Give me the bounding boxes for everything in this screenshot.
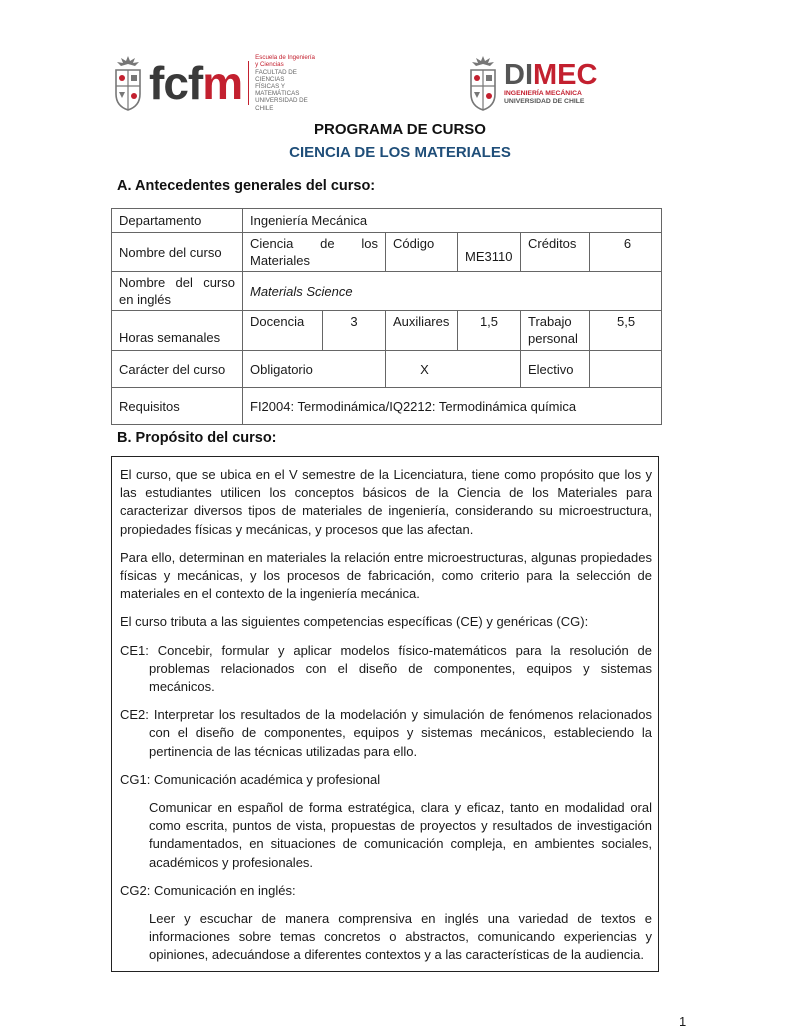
value-nombre-ingles: Materials Science [243, 272, 662, 311]
university-seal-icon [113, 54, 143, 112]
purpose-paragraph-3: El curso tributa a las siguientes competencias específicas (CE) y genéricas (CG): [120, 614, 589, 630]
value-nombre-curso: Ciencia de los Materiales [243, 233, 386, 272]
value-obligatorio: Obligatorio [243, 351, 386, 388]
table-row [112, 351, 662, 388]
table-row [112, 209, 662, 233]
course-info-table [111, 208, 662, 425]
competency-cg1-title: CG1: Comunicación académica y profesional [120, 771, 381, 787]
value-departamento: Ingeniería Mecánica [243, 209, 662, 233]
competency-ce2: CE2: Interpretar los resultados de la modelación y simulación de fenómenos relacionados con el diseño de componentes, equipos y sistemas mecánicos, estableciendo la pertinencia de las técnicas utilizadas para ello. [120, 707, 652, 759]
label-auxiliares: Auxiliares [386, 311, 458, 351]
fcfm-wordmark: fcfm [149, 57, 243, 109]
section-a-heading: A. Antecedentes generales del curso: [117, 178, 376, 194]
label-docencia: Docencia [243, 311, 323, 351]
dimec-wordmark: DIMEC [504, 58, 598, 91]
competency-cg2-title: CG2: Comunicación en inglés: [120, 882, 296, 898]
dimec-caption-2: UNIVERSIDAD DE CHILE [504, 97, 585, 105]
value-requisitos: FI2004: Termodinámica/IQ2212: Termodinámica química [243, 388, 662, 425]
label-nombre-curso: Nombre del curso [112, 233, 243, 272]
document-title: PROGRAMA DE CURSO [314, 121, 486, 138]
value-trabajo-personal: 5,5 [590, 311, 662, 351]
table-row [112, 311, 662, 351]
competency-cg2-text: Leer y escuchar de manera comprensiva en inglés una variedad de textos e informaciones sobre temas concretos o abstractos, comunicando experiencias y opiniones, adecuándose a diferentes contextos y a las características de la audiencia. [149, 911, 652, 963]
competency-ce1: CE1: Concebir, formular y aplicar modelos físico-matemáticos para la resolución de problemas relacionados con el diseño de componentes, equipos y sistemas mecánicos. [120, 642, 652, 695]
mark-obligatorio: X [386, 351, 521, 388]
university-seal-icon [468, 54, 498, 112]
label-electivo: Electivo [521, 351, 590, 388]
label-creditos: Créditos [521, 233, 590, 272]
purpose-paragraph-2: Para ello, determinan en materiales la relación entre microestructuras, algunas propiedades físicas y mecánicas, y los procesos de fabricación, como criterio para la selección de materiales en el contexto de la ingeniería mecánica. [120, 549, 652, 602]
section-b-heading: B. Propósito del curso: [117, 430, 277, 446]
value-creditos: 6 [590, 233, 662, 272]
label-requisitos: Requisitos [112, 388, 243, 425]
logo-divider [248, 61, 249, 105]
fcfm-caption: Escuela de Ingeniería y Ciencias FACULTAD DE CIENCIAS FÍSICAS Y MATEMÁTICAS UNIVERSIDAD DE CHILE [255, 54, 315, 112]
competency-cg1-text: Comunicar en español de forma estratégica, clara y eficaz, tanto en modalidad oral como escrita, puntos de vista, propuestas de proyectos y resultados de investigación fundamentados, en situaciones de comunicación compleja, en ambientes sociales, académicos y profesionales. [149, 800, 652, 870]
fcfm-logo [113, 52, 327, 114]
table-row [112, 272, 662, 311]
label-nombre-ingles: Nombre del curso en inglés [112, 272, 243, 311]
value-docencia: 3 [323, 311, 386, 351]
course-title: CIENCIA DE LOS MATERIALES [289, 144, 511, 161]
value-auxiliares: 1,5 [458, 311, 521, 351]
label-trabajo-personal: Trabajo personal [521, 311, 590, 351]
label-codigo: Código [386, 233, 458, 272]
table-row [112, 388, 662, 425]
label-departamento: Departamento [112, 209, 243, 233]
page-number: 1 [679, 1014, 687, 1029]
dimec-caption-1: INGENIERÍA MECÁNICA [504, 89, 582, 97]
purpose-paragraph-1: El curso, que se ubica en el V semestre de la Licenciatura, tiene como propósito que los y las estudiantes utilicen los conceptos básicos de la Ciencia de los Materiales para caracterizar diversos tipos de materiales de ingeniería, considerando su microestructura, propiedades físicas y mecánicas, y procesos que las afectan. [120, 467, 652, 537]
label-horas: Horas semanales [112, 311, 243, 351]
label-caracter: Carácter del curso [112, 351, 243, 388]
dimec-logo [468, 52, 597, 114]
value-electivo [590, 351, 662, 388]
table-row [112, 233, 662, 272]
purpose-box [111, 456, 659, 972]
value-codigo: ME3110 [458, 233, 521, 272]
